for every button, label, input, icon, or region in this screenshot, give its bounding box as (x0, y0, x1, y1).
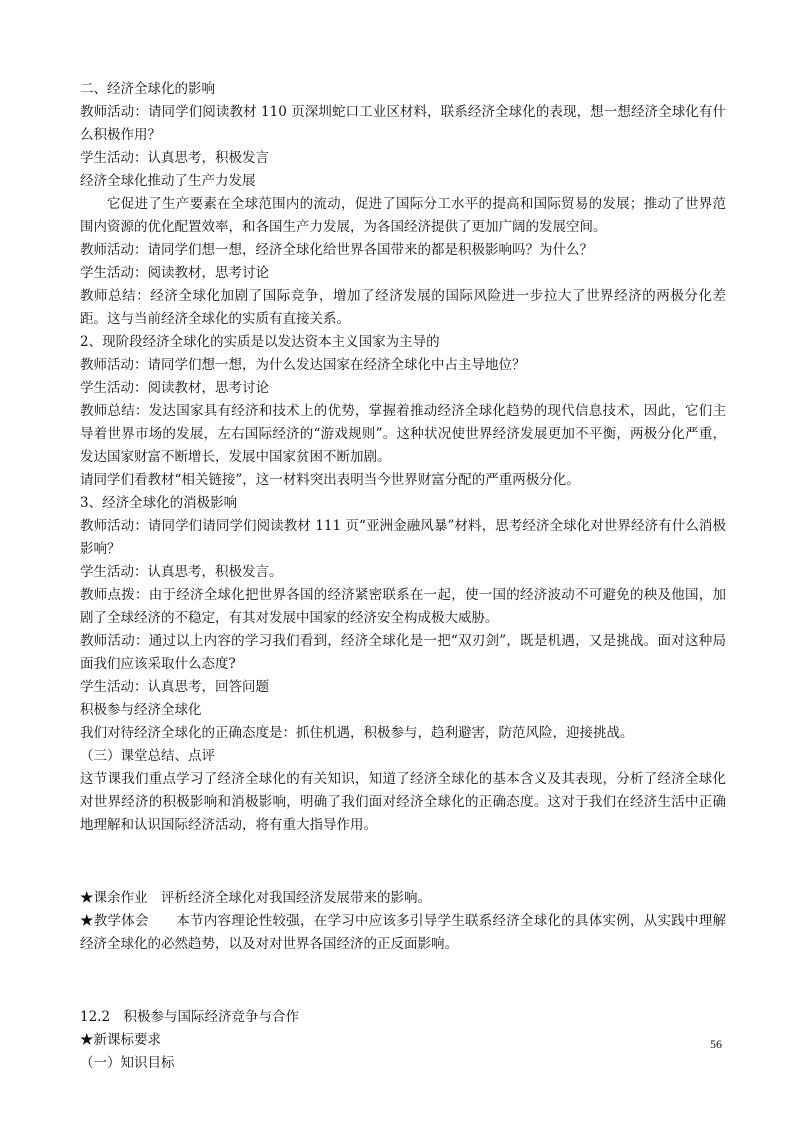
text-line: 2、现阶段经济全球化的实质是以发达资本主义国家为主导的 (80, 334, 440, 350)
paragraph: 教师总结：发达国家具有经济和技术上的优势，掌握着推动经济全球化趋势的现代信息技术，因此，它们主导着世界市场的发展，左右国际经济的“游戏规则”。这种状况使世界经济发展更加不平衡，两极分化严重，发达国家财富不断增长，发展中国家贫困不断加剧。 (80, 403, 726, 465)
paragraph: 它促进了生产要素在全球范围内的流动，促进了国际分工水平的提高和国际贸易的发展；推动了世界范围内资源的优化配置效率，和各国生产力发展，为各国经济提供了更加广阔的发展空间。 (80, 196, 726, 235)
text-line: 教师活动：请同学们想一想，为什么发达国家在经济全球化中占主导地位？ (80, 357, 526, 373)
text-line: 二、经济全球化的影响 (80, 81, 215, 97)
text-line: 积极参与经济全球化 (80, 702, 202, 718)
text-line: 请同学们看教材“相关链接”，这一材料突出表明当今世界财富分配的严重两极分化。 (80, 472, 580, 488)
paragraph: 教师活动：通过以上内容的学习我们看到，经济全球化是一把“双刃剑”，既是机遇，又是挑战。面对这种局面我们应该采取什么态度? (80, 633, 726, 672)
text-line: 学生活动：认真思考，积极发言 (80, 150, 269, 166)
text-line: 12.2 积极参与国际经济竞争与合作 (80, 1009, 300, 1025)
document-body (80, 78, 726, 1075)
paragraph: 这节课我们重点学习了经济全球化的有关知识，知道了经济全球化的基本含义及其表现，分析了经济全球化对世界经济的积极影响和消极影响，明确了我们面对经济全球化的正确态度。这对于我们在经济生活中正确地理解和认识国际经济活动，将有重大指导作用。 (80, 771, 726, 833)
text-line: 学生活动：阅读教材，思考讨论 (80, 265, 269, 281)
paragraph: ★教学体会 本节内容理论性较强，在学习中应该多引导学生联系经济全球化的具体实例，从实践中理解经济全球化的必然趋势，以及对对世界各国经济的正反面影响。 (80, 913, 726, 952)
text-line: ★新课标要求 (80, 1032, 161, 1048)
text-line: 3、经济全球化的消极影响 (80, 495, 238, 511)
paragraph: 教师总结：经济全球化加剧了国际竞争，增加了经济发展的国际风险进一步拉大了世界经济的两极分化差距。这与当前经济全球化的实质有直接关系。 (80, 288, 726, 327)
paragraph: 教师活动：请同学们请同学们阅读教材 111 页“亚洲金融风暴”材料，思考经济全球化对世界经济有什么消极影响？ (80, 518, 726, 557)
text-line: 经济全球化推动了生产力发展 (80, 173, 256, 189)
text-line: （一）知识目标 (80, 1055, 175, 1071)
text-line: ★课余作业 评析经济全球化对我国经济发展带来的影响。 (80, 890, 431, 906)
text-line: 教师活动：请同学们想一想，经济全球化给世界各国带来的都是积极影响吗？为什么？ (80, 242, 593, 258)
text-line: （三）课堂总结、点评 (80, 748, 215, 764)
text-line: 学生活动：阅读教材，思考讨论 (80, 380, 269, 396)
text-line: 学生活动：认真思考，积极发言。 (80, 564, 283, 580)
text-line: 我们对待经济全球化的正确态度是：抓住机遇，积极参与，趋利避害，防范风险，迎接挑战。 (80, 725, 634, 741)
paragraph: 教师点拨：由于经济全球化把世界各国的经济紧密联系在一起，使一国的经济波动不可避免的秧及他国，加剧了全球经济的不稳定，有其对发展中国家的经济安全构成极大威胁。 (80, 587, 726, 626)
blank-line (80, 970, 726, 993)
page-number: 56 (710, 1037, 722, 1051)
paragraph: 教师活动：请同学们阅读教材 110 页深圳蛇口工业区材料，联系经济全球化的表现，想一想经济全球化有什么积极作用？ (80, 104, 726, 143)
blank-line (80, 851, 726, 874)
text-line: 学生活动：认真思考，回答问题 (80, 679, 269, 695)
